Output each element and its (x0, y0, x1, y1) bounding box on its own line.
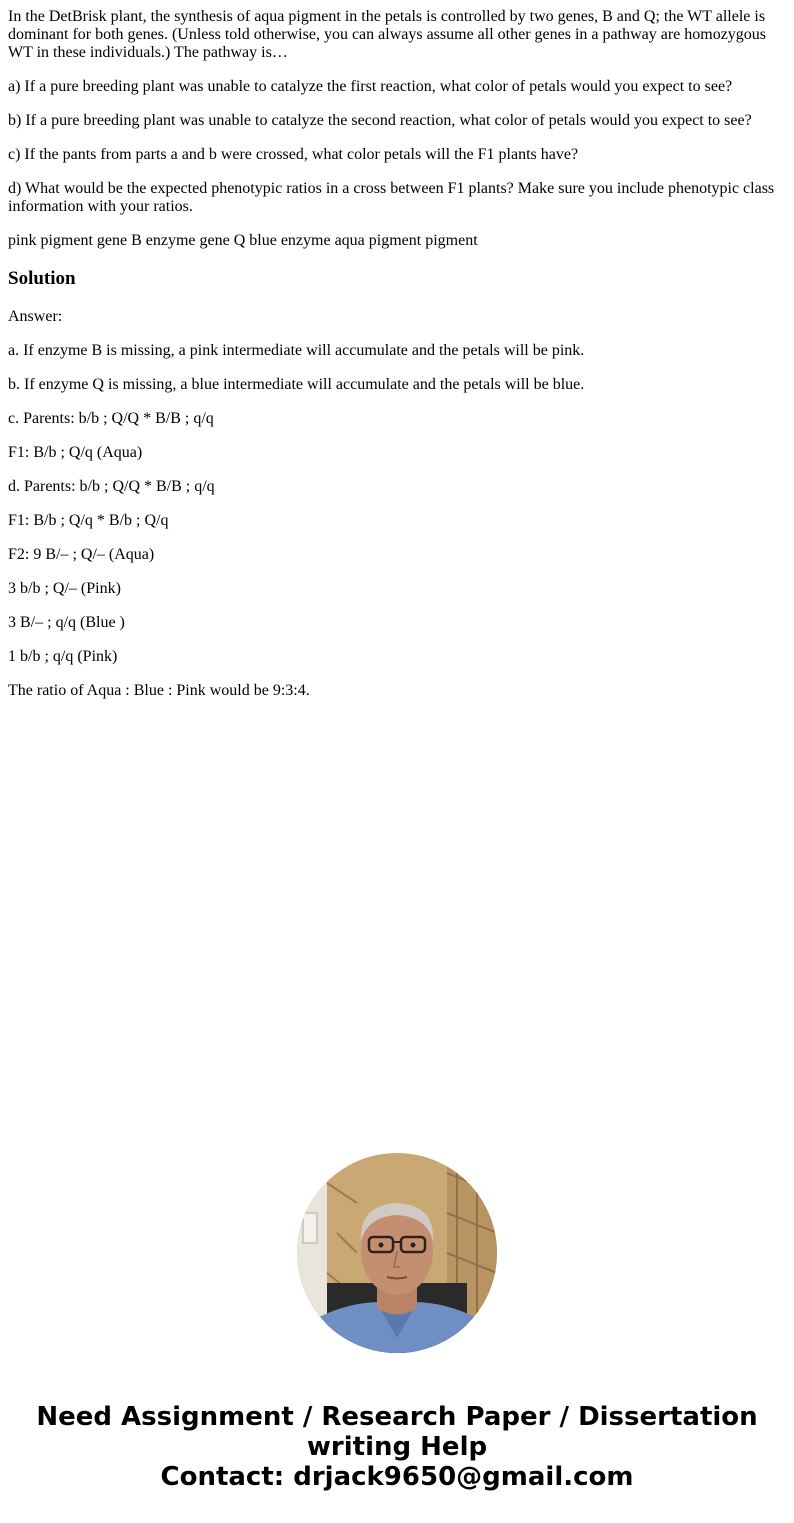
answer-line: The ratio of Aqua : Blue : Pink would be 9:3:4. (8, 682, 310, 699)
answer-line: 1 b/b ; q/q (Pink) (8, 648, 118, 665)
answer-line: 3 b/b ; Q/– (Pink) (8, 580, 121, 597)
question-a: a) If a pure breeding plant was unable to catalyze the first reaction, what color of petals would you expect to see? (8, 78, 733, 95)
answer-line: F2: 9 B/– ; Q/– (Aqua) (8, 546, 155, 563)
answer-line: d. Parents: b/b ; Q/Q * B/B ; q/q (8, 478, 215, 495)
promo-line: writing Help (306, 1432, 488, 1462)
answer-line: Answer: (8, 308, 63, 325)
answer-line: b. If enzyme Q is missing, a blue intermediate will accumulate and the petals will be blue. (8, 376, 585, 393)
document-body (8, 0, 786, 716)
promo-line: Need Assignment / Research Paper / Dissertation (36, 1402, 758, 1432)
answer-line: c. Parents: b/b ; Q/Q * B/B ; q/q (8, 410, 214, 427)
avatar (297, 1153, 497, 1353)
avatar-photo (297, 1153, 497, 1353)
solution-answer (8, 308, 786, 700)
promo-contact: Contact: drjack9650@gmail.com (160, 1462, 634, 1492)
question-intro: In the DetBrisk plant, the synthesis of aqua pigment in the petals is controlled by two genes, B and Q; the WT allele is dominant for both genes. (Unless told otherwise, you can always assume all other genes in a pathway are homozygous WT in these individuals.) The pathway is… (8, 8, 767, 61)
solution-heading: Solution (8, 268, 76, 289)
answer-line: F1: B/b ; Q/q (Aqua) (8, 444, 143, 461)
pathway-text: pink pigment gene B enzyme gene Q blue enzyme aqua pigment pigment (8, 232, 478, 249)
promo-banner (0, 1402, 794, 1492)
question-c: c) If the pants from parts a and b were crossed, what color petals will the F1 plants have? (8, 146, 579, 163)
answer-line: 3 B/– ; q/q (Blue ) (8, 614, 125, 631)
question-b: b) If a pure breeding plant was unable to catalyze the second reaction, what color of petals would you expect to see? (8, 112, 752, 129)
answer-line: a. If enzyme B is missing, a pink intermediate will accumulate and the petals will be pink. (8, 342, 585, 359)
answer-line: F1: B/b ; Q/q * B/b ; Q/q (8, 512, 169, 529)
question-d: d) What would be the expected phenotypic ratios in a cross between F1 plants? Make sure you include phenotypic class information with your ratios. (8, 180, 775, 215)
